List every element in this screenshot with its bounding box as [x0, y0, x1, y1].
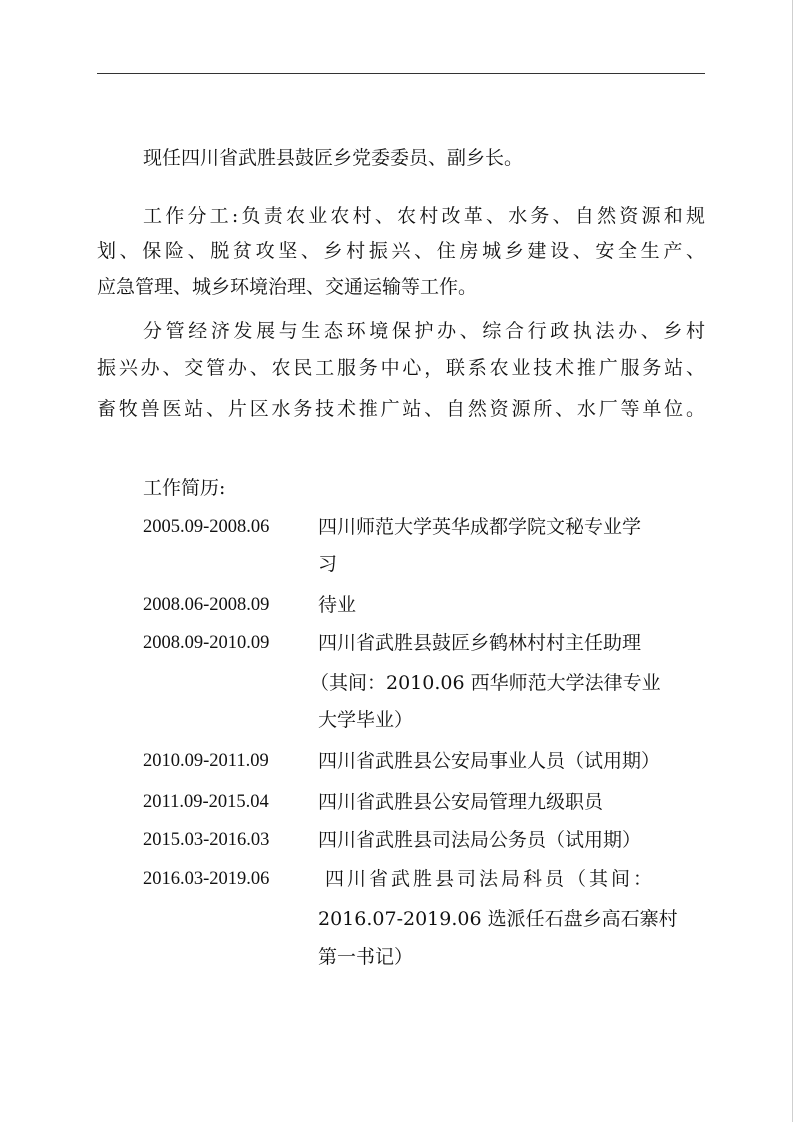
resume-desc-line: 四川省武胜县公安局事业人员（试用期） — [318, 750, 661, 772]
resume-desc-line: 四川师范大学英华成都学院文秘专业学 — [318, 516, 642, 538]
resume-desc-line: 四川省武胜县鼓匠乡鹤林村村主任助理 — [318, 632, 642, 654]
resume-desc-line: 第一书记） — [318, 946, 414, 968]
resume-desc-line: 待业 — [318, 594, 357, 616]
resume-heading: 工作简历: — [143, 477, 226, 499]
resume-desc-line: 四川省武胜县司法局公务员（试用期） — [318, 829, 642, 851]
resume-period: 2008.09-2010.09 — [143, 633, 270, 653]
division-line-1: 工作分工:负责农业农村、农村改革、水务、自然资源和规 — [143, 205, 705, 227]
division-line-3: 应急管理、城乡环境治理、交通运输等工作。 — [97, 276, 478, 298]
resume-period: 2008.06-2008.09 — [143, 595, 270, 615]
current-post: 现任四川省武胜县鼓匠乡党委委员、副乡长。 — [143, 147, 524, 169]
supervision-line-3: 畜牧兽医站、片区水务技术推广站、自然资源所、水厂等单位。 — [97, 398, 705, 420]
resume-period: 2011.09-2015.04 — [143, 792, 269, 812]
resume-period: 2005.09-2008.06 — [143, 517, 270, 537]
supervision-line-1: 分管经济发展与生态环境保护办、综合行政执法办、乡村 — [143, 320, 705, 342]
header-rule — [97, 73, 705, 74]
resume-period: 2010.09-2011.09 — [143, 751, 269, 771]
resume-desc-line: 四川省武胜县公安局管理九级职员 — [318, 791, 604, 813]
division-line-2: 划、保险、脱贫攻坚、乡村振兴、住房城乡建设、安全生产、 — [97, 240, 705, 262]
resume-desc-line: 四川省武胜县司法局科员（其间： — [325, 868, 656, 890]
resume-desc-line: （其间：2010.06 西华师范大学法律专业 — [310, 672, 661, 694]
supervision-line-2: 振兴办、交管办、农民工服务中心，联系农业技术推广服务站、 — [97, 357, 705, 379]
resume-desc-line: 习 — [318, 553, 338, 575]
resume-desc-line: 2016.07-2019.06 选派任石盘乡高石寨村 — [318, 908, 678, 930]
resume-desc-line: 大学毕业） — [318, 709, 414, 731]
resume-period: 2015.03-2016.03 — [143, 830, 270, 850]
resume-period: 2016.03-2019.06 — [143, 869, 270, 889]
